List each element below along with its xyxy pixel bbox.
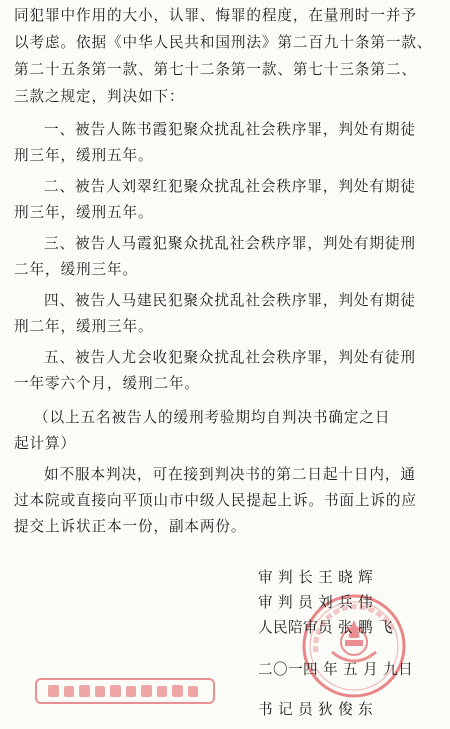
verdict-item-3: 三、被告人马霞犯聚众扰乱社会秩序罪，判处有期徒刑 [44,235,416,252]
probation-note: （以上五名被告人的缓刑考验期均自判决书确定之日 [34,409,391,426]
judgment-date: 二〇一四 年 五 月 九日 [258,661,414,678]
verdict-item-4: 四、被告人马建民犯聚众扰乱社会秩序罪，判处有期徒 [44,292,416,309]
verdict-item-5: 五、被告人尤会收犯聚众扰乱社会秩序罪，判处有徒刑 [44,349,416,366]
signature-juror: 人民陪审员 张 鹏 飞 [258,619,394,636]
signature-chief-judge: 审 判 长 王 晓 辉 [258,569,374,586]
verdict-item-2: 二、被告人刘翠红犯聚众扰乱社会秩序罪，判处有期徒 [44,178,416,195]
body-line: 以考虑。依据《中华人民共和国刑法》第二百九十条第一款、 [14,34,433,51]
verdict-item-4-cont: 刑二年，缓刑三年。 [14,318,154,335]
verdict-item-5-cont: 一年零六个月，缓刑二年。 [14,375,200,392]
appeal-paragraph: 如不服本判决，可在接到判决书的第二日起十日内，通 [44,466,416,483]
signature-clerk: 书 记 员 狄 俊 东 [258,701,374,718]
verdict-item-2-cont: 刑三年，缓刑五年。 [14,204,154,221]
verdict-item-1-cont: 刑三年，缓刑五年。 [14,147,154,164]
body-line: 三款之规定，判决如下： [14,88,185,105]
verdict-item-1: 一、被告人陈书霞犯聚众扰乱社会秩序罪，判处有期徒 [44,121,416,138]
appeal-paragraph-cont: 过本院或直接向平顶山市中级人民提起上诉。书面上诉的应 [14,492,417,509]
appeal-paragraph-cont: 提交上诉状正本一份，副本两份。 [14,518,247,535]
probation-note-cont: 起计算） [14,435,76,452]
signature-judge: 审 判 员 刘 兵 伟 [258,594,374,611]
body-line: 第二十五条第一款、第七十二条第一款、第七十三条第二、 [14,61,417,78]
certification-stamp [34,676,216,706]
verdict-item-3-cont: 二年，缓刑三年。 [14,261,138,278]
body-line: 同犯罪中作用的大小，认罪、悔罪的程度，在量刑时一并予 [14,7,417,24]
